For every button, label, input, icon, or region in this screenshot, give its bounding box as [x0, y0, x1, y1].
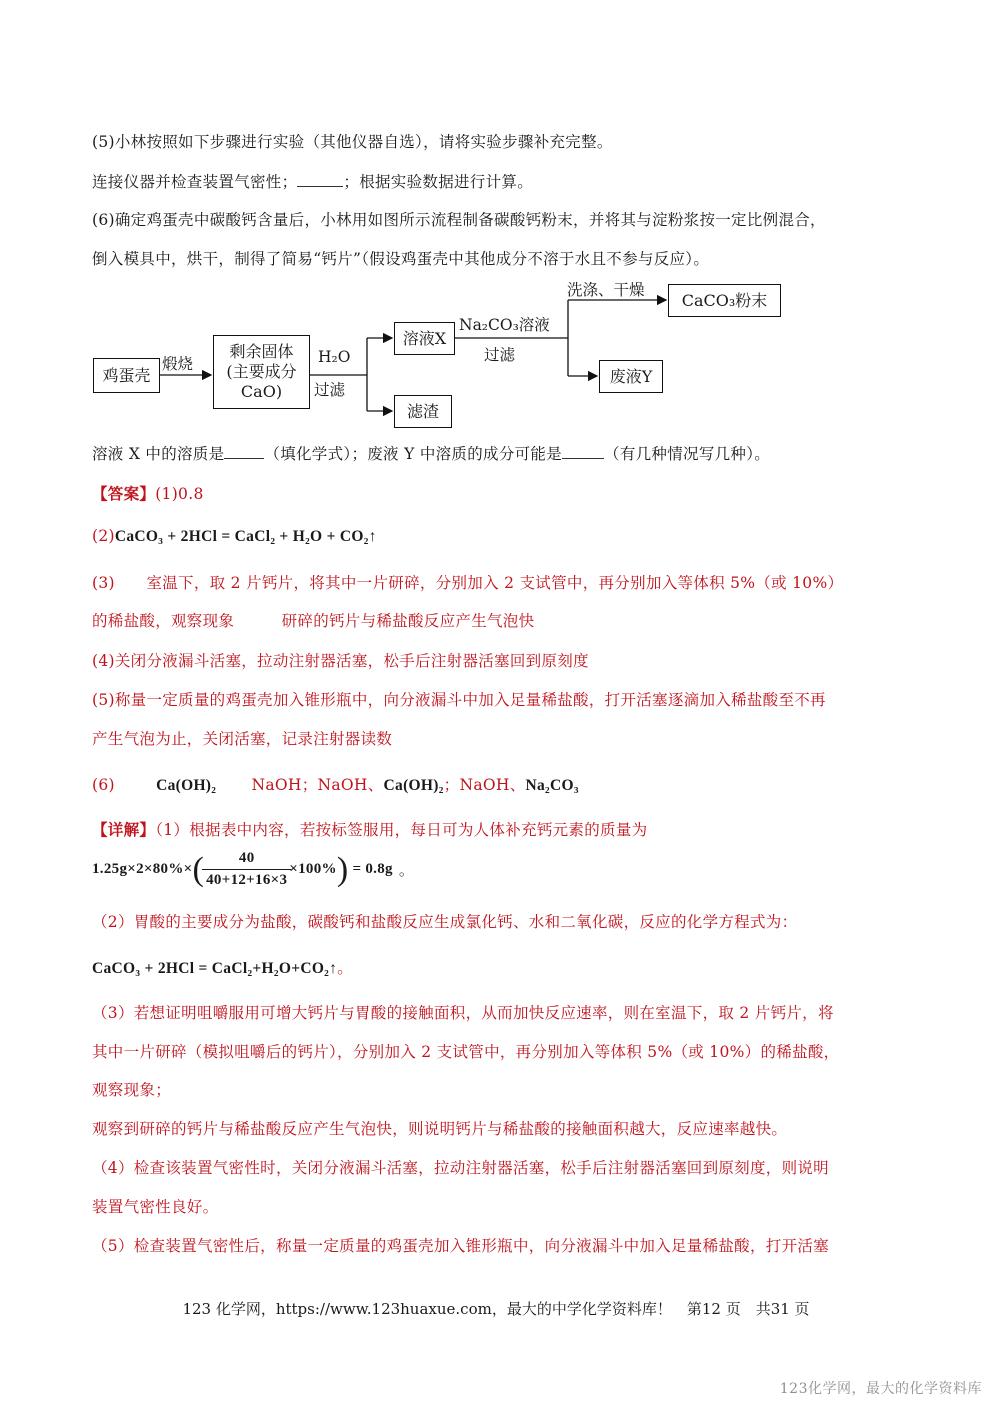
calc-numerator: 40 [202, 850, 291, 870]
paren-close: ) [336, 850, 349, 888]
detail-2: （2）胃酸的主要成分为盐酸，碳酸钙和盐酸反应生成氯化钙、水和二氧化碳，反应的化学方程式为： [92, 913, 798, 931]
answer-6-formula-2: Ca(OH)₂ [383, 777, 444, 794]
box-solution-x: 溶液X [394, 322, 455, 355]
calc-denominator: 40+12+16×3 [206, 872, 288, 888]
answer-6-line [92, 773, 579, 795]
detail-line-1 [92, 818, 647, 840]
answer-tag: 【答案】 [92, 484, 156, 503]
watermark: 123化学网，最大的化学资料库 [779, 1381, 982, 1397]
calc-fraction [206, 850, 287, 889]
detail-3-line-1: （3）若想证明咀嚼服用可增大钙片与胃酸的接触面积，从而加快反应速率，则在室温下，取 2 片钙片，将 [92, 1004, 834, 1022]
answer-line-2 [92, 527, 377, 546]
answer-6-formula-3: Na₂CO₃ [525, 777, 579, 794]
calc-percent: ×100% [289, 861, 337, 877]
calc-expression [92, 850, 414, 889]
page-footer: 123 化学网，https://www.123huaxue.com，最大的中学化学资料库！ 第12 页 共31 页 [182, 1300, 810, 1318]
box-residue: 滤渣 [394, 395, 452, 428]
detail-2-end: 。 [337, 959, 353, 977]
answer-6-num: (6) [92, 776, 115, 794]
label-calcine: 煅烧 [162, 355, 194, 373]
q5-text-a: 连接仪器并检查装置气密性； [92, 173, 298, 191]
answer-1: (1)0.8 [155, 485, 204, 503]
answer-line-1 [92, 482, 204, 504]
answer-blank [224, 458, 264, 459]
label-wash-dry: 洗涤、干燥 [567, 281, 645, 299]
box-caco3-powder: CaCO₃粉末 [668, 284, 781, 317]
q6-line-1: (6)确定鸡蛋壳中碳酸钙含量后，小林用如图所示流程制备碳酸钙粉末，并将其与淀粉浆按一定比例混合， [92, 211, 826, 229]
label-filter-1: 过滤 [314, 381, 346, 399]
solid-line-1: 剩余固体 [229, 342, 294, 361]
q6-ask-line [92, 442, 770, 464]
solid-line-3: CaO) [240, 382, 283, 401]
q6-ask-a: 溶液 X 中的溶质是 [92, 445, 225, 463]
detail-4-line-2: 装置气密性良好。 [92, 1198, 219, 1216]
answer-6-formula-1: Ca(OH)₂ [156, 777, 217, 794]
q6-ask-c: （有几种情况写几种）。 [604, 445, 771, 463]
detail-2-equation-line [92, 956, 353, 978]
calc-left: 1.25g×2×80%× [92, 861, 193, 877]
answer-blank [562, 458, 604, 459]
detail-tag: 【详解】 [92, 820, 156, 839]
label-na2co3: Na₂CO₃溶液 [459, 316, 550, 334]
answer-4: (4)关闭分液漏斗活塞，拉动注射器活塞，松手后注射器活塞回到原刻度 [92, 652, 589, 670]
paren-open: ( [192, 850, 205, 888]
label-water: H₂O [318, 348, 351, 366]
box-waste-y: 废液Y [599, 360, 663, 393]
detail-1: （1）根据表中内容，若按标签服用，每日可为人体补充钙元素的质量为 [155, 821, 648, 839]
answer-3-line-2: 的稀盐酸，观察现象 研碎的钙片与稀盐酸反应产生气泡快 [92, 612, 535, 630]
solid-line-2: (主要成分 [226, 362, 297, 381]
box-eggshell: 鸡蛋壳 [93, 358, 160, 393]
q6-line-2: 倒入模具中，烘干，制得了简易“钙片”（假设鸡蛋壳中其他成分不溶于水且不参与反应）。 [92, 250, 710, 268]
box-remaining-solid [213, 335, 310, 409]
answer-5-line-2: 产生气泡为止，关闭活塞，记录注射器读数 [92, 730, 393, 748]
answer-2-equation: CaCO₃ + 2HCl = CaCl₂ + H₂O + CO₂↑ [114, 528, 377, 545]
detail-4-line-1: （4）检查该装置气密性时，关闭分液漏斗活塞，拉动注射器活塞，松手后注射器活塞回到原刻度，则说明 [92, 1159, 829, 1177]
answer-6-text-1: NaOH；NaOH、 [251, 776, 384, 794]
answer-3-line-1: (3) 室温下，取 2 片钙片，将其中一片研碎，分别加入 2 支试管中，再分别加入等体积 5%（或 10%） [92, 574, 844, 592]
detail-3-line-4: 观察到研碎的钙片与稀盐酸反应产生气泡快，则说明钙片与稀盐酸的接触面积越大，反应速率越快。 [92, 1120, 788, 1138]
detail-2-equation: CaCO₃ + 2HCl = CaCl₂+H₂O+CO₂↑ [92, 960, 338, 977]
answer-5-line-1: (5)称量一定质量的鸡蛋壳加入锥形瓶中，向分液漏斗中加入足量稀盐酸，打开活塞逐滴加入稀盐酸至不再 [92, 691, 826, 709]
detail-3-line-2: 其中一片研碎（模拟咀嚼后的钙片），分别加入 2 支试管中，再分别加入等体积 5%（或 10%）的稀盐酸， [92, 1043, 840, 1061]
label-filter-2: 过滤 [484, 346, 516, 364]
detail-3-line-3: 观察现象； [92, 1081, 172, 1099]
q5-line-1: (5)小林按照如下步骤进行实验（其他仪器自选），请将实验步骤补充完整。 [92, 133, 613, 151]
q5-text-b: ；根据实验数据进行计算。 [343, 173, 534, 191]
answer-2-num: (2) [92, 527, 115, 545]
calc-end: 。 [398, 863, 415, 879]
q6-ask-b: （填化学式）；废液 Y 中溶质的成分可能是 [264, 445, 563, 463]
answer-6-text-2: ；NaOH、 [443, 776, 526, 794]
calc-result: = 0.8g [352, 861, 393, 877]
detail-5-line-1: （5）检查装置气密性后，称量一定质量的鸡蛋壳加入锥形瓶中，向分液漏斗中加入足量稀盐酸，打开活塞 [92, 1237, 829, 1255]
